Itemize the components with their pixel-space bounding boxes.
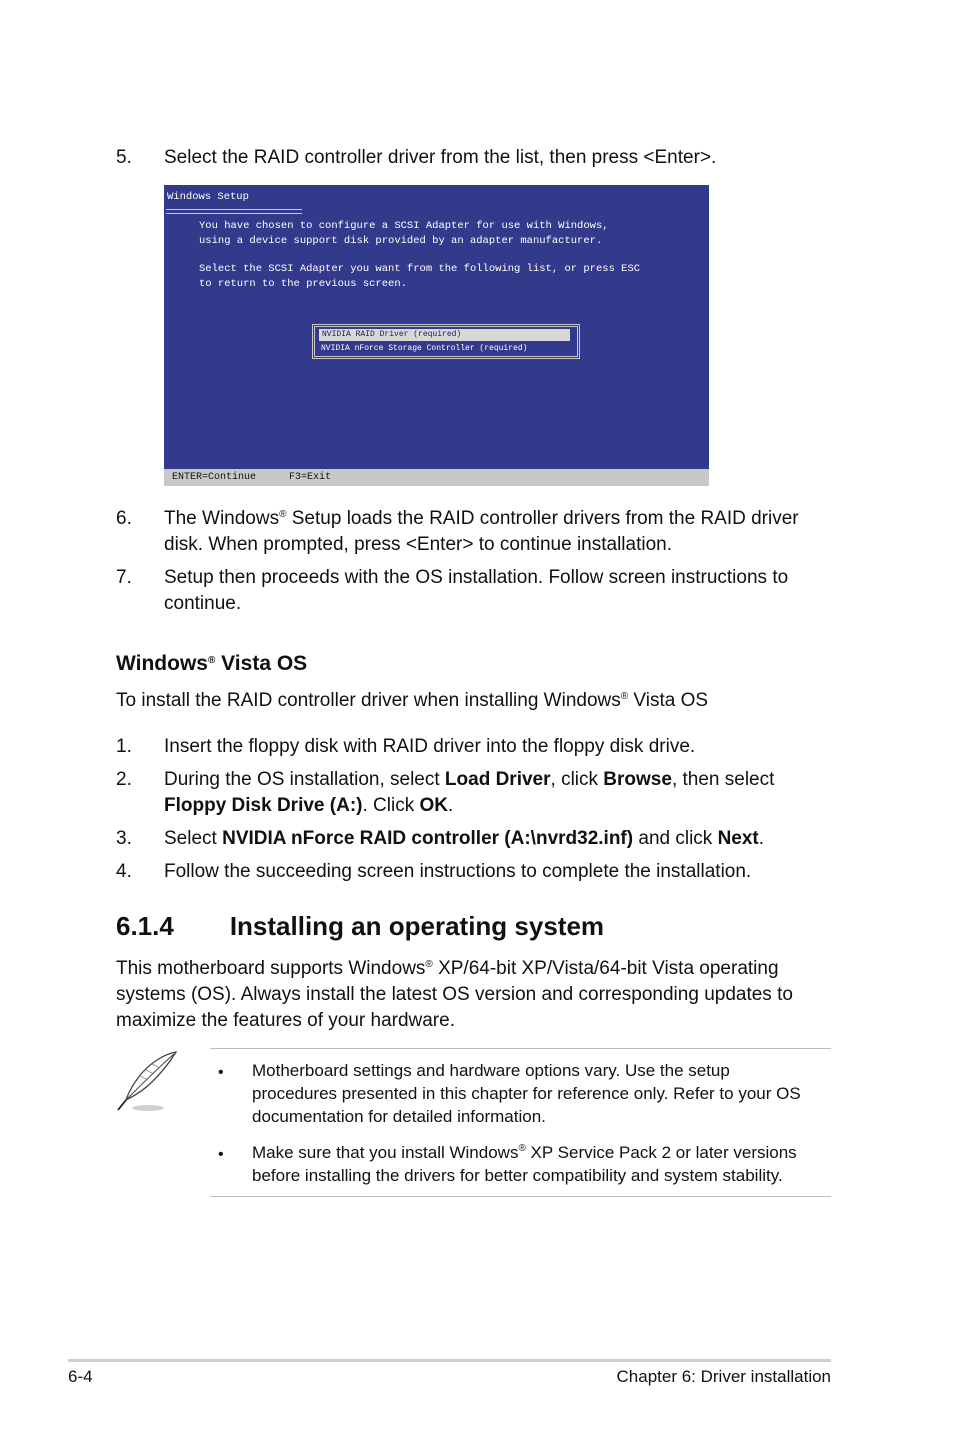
text-span: This motherboard supports Windows — [116, 958, 426, 979]
step-number: 7. — [116, 567, 132, 588]
text-span: Setup then proceeds with the OS installation. Follow screen instructions to — [164, 567, 789, 588]
text-span: maximize the features of your hardware. — [116, 1010, 455, 1031]
title-underline — [166, 209, 302, 214]
step-text — [164, 767, 828, 819]
page-number: 6-4 — [68, 1367, 93, 1386]
text-span: documentation for detailed information. — [252, 1107, 546, 1126]
registered-mark: ® — [425, 959, 433, 970]
section-number: 6.1.4 — [116, 911, 174, 941]
bold-term: Next — [717, 828, 759, 849]
bold-term: Floppy Disk Drive (A:) — [164, 795, 363, 816]
step-number: 4. — [116, 861, 132, 882]
text-span: before installing the drivers for better compatibility and system stability. — [252, 1166, 783, 1185]
step-text — [164, 506, 828, 558]
registered-mark: ® — [279, 509, 287, 520]
note-bullet-2 — [252, 1141, 827, 1187]
status-bar — [164, 469, 709, 486]
step-number: 3. — [116, 828, 132, 849]
text-span: Setup loads the RAID controller drivers from the RAID driver — [286, 508, 799, 529]
step-text: Follow the succeeding screen instructions to complete the installation. — [164, 861, 752, 882]
text-span: XP Service Pack 2 or later versions — [525, 1143, 797, 1162]
registered-mark: ® — [518, 1143, 526, 1154]
text-span: procedures presented in this chapter for reference only. Refer to your OS — [252, 1084, 801, 1103]
registered-mark: ® — [207, 655, 216, 666]
feather-pen-icon — [114, 1050, 180, 1119]
bold-term: Browse — [603, 769, 672, 790]
windows-setup-screen — [164, 185, 709, 486]
step-number: 5. — [116, 147, 132, 168]
list-item-nvidia-nforce-storage[interactable]: NVIDIA nForce Storage Controller (required) — [321, 344, 528, 353]
step-number: 6. — [116, 508, 132, 529]
setup-text-line: You have chosen to configure a SCSI Adapter for use with Windows, — [199, 220, 609, 232]
note-bullet-1 — [252, 1059, 827, 1128]
text-span: , click — [550, 769, 604, 790]
text-span: The Windows — [164, 508, 280, 529]
text-span: To install the RAID controller driver when installing Windows — [116, 690, 621, 711]
footer-rule — [68, 1359, 831, 1362]
bold-term: NVIDIA nForce RAID controller (A:\nvrd32.inf) — [222, 828, 634, 849]
setup-text-line: using a device support disk provided by an adapter manufacturer. — [199, 235, 603, 247]
chapter-title: Chapter 6: Driver installation — [616, 1367, 831, 1386]
status-exit: F3=Exit — [289, 472, 332, 483]
bullet-marker: • — [218, 1064, 224, 1081]
text-span: . Click — [362, 795, 420, 816]
text-span: Vista OS — [215, 652, 308, 675]
section-heading — [116, 911, 604, 942]
text-span: During the OS installation, select — [164, 769, 445, 790]
text-span: Make sure that you install Windows — [252, 1143, 519, 1162]
bold-term: OK — [419, 795, 448, 816]
text-span: Vista OS — [628, 690, 709, 711]
text-span: . — [758, 828, 765, 849]
step-number: 2. — [116, 769, 132, 790]
text-span: disk. When prompted, press <Enter> to continue installation. — [164, 534, 672, 555]
bullet-marker: • — [218, 1146, 224, 1163]
text-span: . — [447, 795, 454, 816]
status-enter: ENTER=Continue — [172, 472, 257, 483]
text-span: and click — [633, 828, 718, 849]
list-item-nvidia-raid-driver[interactable]: NVIDIA RAID Driver (required) — [319, 329, 570, 341]
text-span: continue. — [164, 593, 242, 614]
text-span: Windows — [116, 652, 208, 675]
step-text — [164, 826, 828, 852]
bold-term: Load Driver — [444, 769, 551, 790]
adapter-list[interactable] — [312, 324, 580, 359]
text-span: XP/64-bit XP/Vista/64-bit Vista operating — [432, 958, 779, 979]
setup-text-line: Select the SCSI Adapter you want from the following list, or press ESC — [199, 263, 641, 275]
registered-mark: ® — [620, 691, 629, 702]
step-number: 1. — [116, 736, 132, 757]
section-title: Installing an operating system — [229, 911, 605, 941]
step-text — [164, 565, 828, 617]
text-span: Motherboard settings and hardware options vary. Use the setup — [252, 1061, 730, 1080]
setup-title: Windows Setup — [167, 191, 249, 203]
step-text: Insert the floppy disk with RAID driver into the floppy disk drive. — [164, 736, 696, 757]
text-span: , then select — [671, 769, 775, 790]
text-span: Select — [164, 828, 223, 849]
step-text: Select the RAID controller driver from the list, then press <Enter>. — [164, 147, 717, 168]
vista-intro — [116, 688, 708, 714]
vista-heading — [116, 652, 307, 676]
setup-text-line: to return to the previous screen. — [199, 278, 407, 290]
section-paragraph — [116, 956, 836, 1034]
text-span: systems (OS). Always install the latest OS version and corresponding updates to — [116, 984, 793, 1005]
